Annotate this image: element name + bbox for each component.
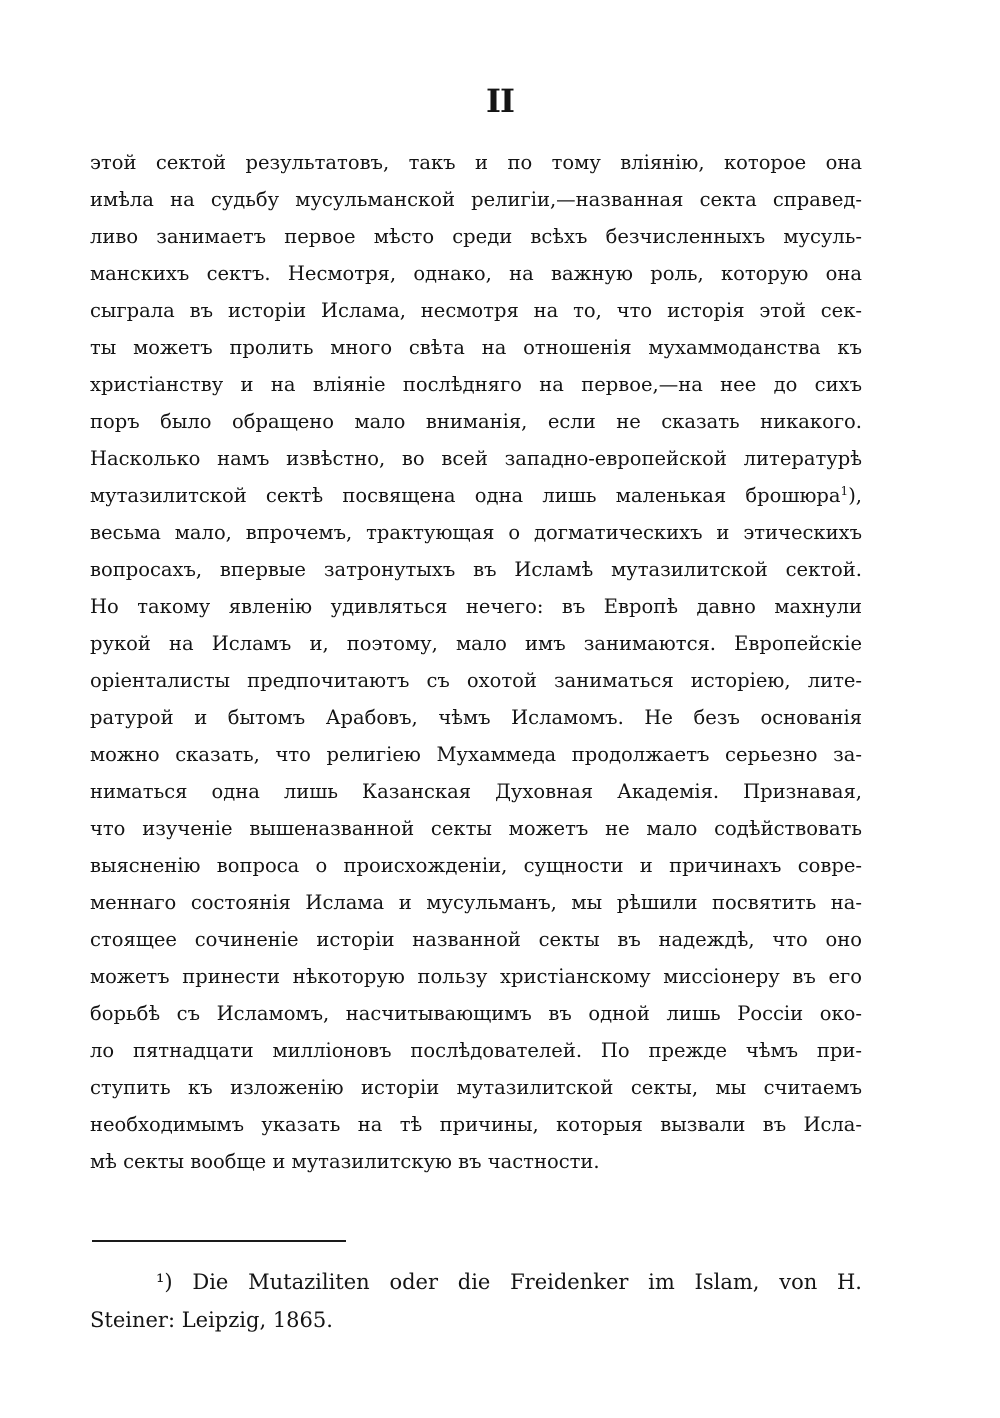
- text-line: что изученіе вышеназванной секты можетъ не мало содѣйствовать: [90, 817, 862, 840]
- footnote-line: Steiner: Leipzig, 1865.: [90, 1308, 333, 1332]
- page-number: II: [486, 82, 514, 120]
- text-line: вопросахъ, впервые затронутыхъ въ Исламѣ мутазилитской сектой.: [90, 558, 862, 581]
- text-line: ниматься одна лишь Казанская Духовная Академія. Признавая,: [90, 780, 862, 803]
- text-line: можетъ принести нѣкоторую пользу христіанскому миссіонеру въ его: [90, 965, 862, 988]
- text-line: имѣла на судьбу мусульманской религіи,—названная секта справед-: [90, 188, 862, 211]
- text-line-content: мутазилитской сектѣ посвящена одна лишь маленькая брошюра: [90, 484, 841, 507]
- text-line-with-footnote-ref: [90, 477, 862, 514]
- text-line: ло пятнадцати милліоновъ послѣдователей. По прежде чѣмъ при-: [90, 1039, 862, 1062]
- text-line: Насколько намъ извѣстно, во всей западно-европейской литературѣ: [90, 447, 862, 470]
- text-line: необходимымъ указать на тѣ причины, которыя вызвали въ Исла-: [90, 1113, 862, 1136]
- text-line: сыграла въ исторіи Ислама, несмотря на то, что исторія этой сек-: [90, 299, 862, 322]
- text-line: ты можетъ пролить много свѣта на отношенія мухаммоданства къ: [90, 336, 862, 359]
- text-line: можно сказать, что религіею Мухаммеда продолжаетъ серьезно за-: [90, 743, 862, 766]
- text-line: оріенталисты предпочитаютъ съ охотой заниматься исторіею, лите-: [90, 669, 862, 692]
- footnote-text: Die Mutaziliten oder die Freidenker im Islam, von H.: [192, 1270, 862, 1294]
- text-line-last: мѣ секты вообще и мутазилитскую въ частности.: [90, 1150, 600, 1173]
- text-line: ступить къ изложенію исторіи мутазилитской секты, мы считаемъ: [90, 1076, 862, 1099]
- text-line: христіанству и на вліяніе послѣдняго на первое,—на нее до сихъ: [90, 373, 862, 396]
- text-line: выясненію вопроса о происхожденіи, сущности и причинахъ совре-: [90, 854, 862, 877]
- footnote: [90, 1263, 862, 1339]
- footnote-marker: ¹): [156, 1270, 173, 1294]
- text-line: меннаго состоянія Ислама и мусульманъ, мы рѣшили посвятить на-: [90, 891, 862, 914]
- body-text: [90, 144, 862, 1180]
- text-line: стоящее сочиненіе исторіи названной секты въ надеждѣ, что оно: [90, 928, 862, 951]
- text-line: Но такому явленію удивляться нечего: въ Европѣ давно махнули: [90, 595, 862, 618]
- footnote-line: [90, 1263, 862, 1301]
- footnote-ref-suffix: ),: [848, 484, 862, 507]
- text-line: весьма мало, впрочемъ, трактующая о догматическихъ и этическихъ: [90, 521, 862, 544]
- text-line: поръ было обращено мало вниманія, если не сказать никакого.: [90, 410, 862, 433]
- text-line: ратурой и бытомъ Арабовъ, чѣмъ Исламомъ. Не безъ основанія: [90, 706, 862, 729]
- footnote-reference: 1: [840, 484, 849, 498]
- text-line: рукой на Исламъ и, поэтому, мало имъ занимаются. Европейскіе: [90, 632, 862, 655]
- text-line: ливо занимаетъ первое мѣсто среди всѣхъ безчисленныхъ мусуль-: [90, 225, 862, 248]
- text-line: манскихъ сектъ. Несмотря, однако, на важную роль, которую она: [90, 262, 862, 285]
- text-line: этой сектой результатовъ, такъ и по тому вліянію, которое она: [90, 151, 862, 174]
- text-line: борьбѣ съ Исламомъ, насчитывающимъ въ одной лишь Россіи око-: [90, 1002, 862, 1025]
- footnote-separator: [92, 1240, 346, 1242]
